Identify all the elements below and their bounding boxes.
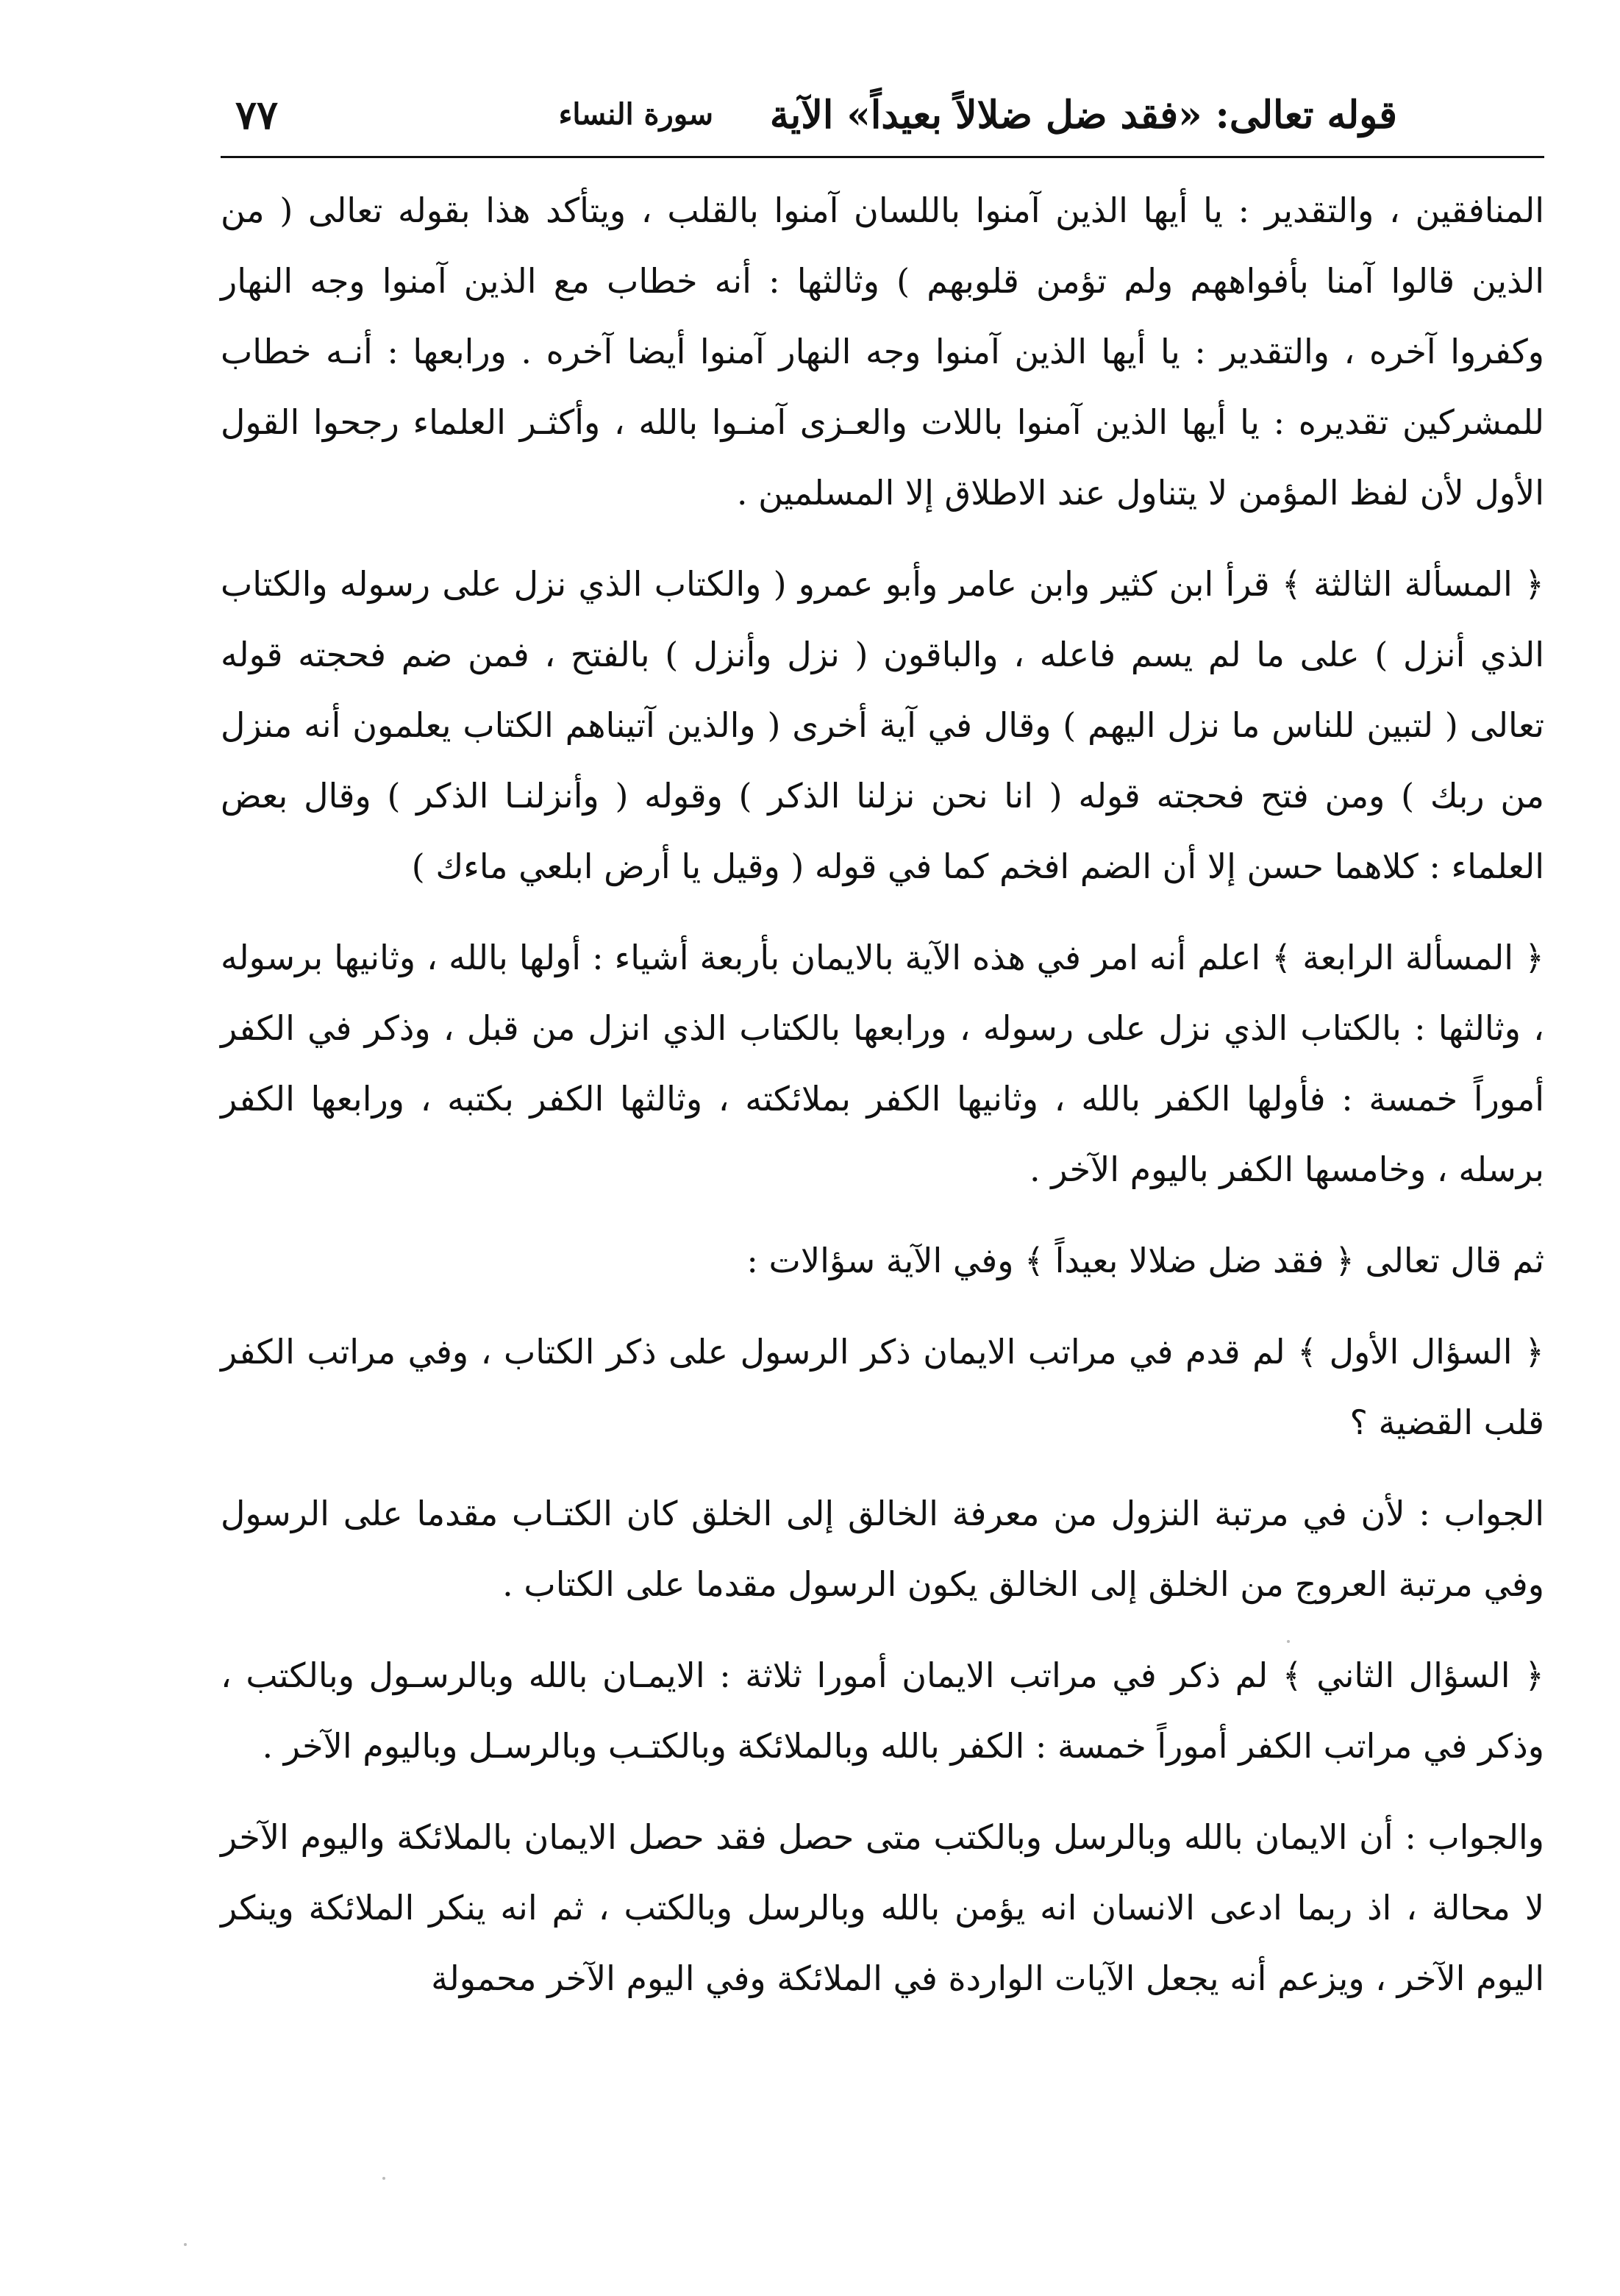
paragraph-7: ﴿ السؤال الثاني ﴾ لم ذكر في مراتب الايمان أمورا ثلاثة : الايمـان بالله وبالرسـول وبالكتب ، وذكر في مراتب الكفر أموراً خمسة : الكفر بالله وبالملائكة وبالكتـب وبالرسـل وباليوم الآخر . bbox=[221, 1655, 1544, 1766]
page-header bbox=[221, 87, 1544, 153]
paragraph-5: ﴿ السؤال الأول ﴾ لم قدم في مراتب الايمان ذكر الرسول على ذكر الكتاب ، وفي مراتب الكفر قلب القضية ؟ bbox=[221, 1332, 1544, 1442]
paragraph-2: ﴿ المسألة الثالثة ﴾ قرأ ابن كثير وابن عامر وأبو عمرو ( والكتاب الذي نزل على رسوله والكتاب الذي أنزل ) على ما لم يسم فاعله ، والباقون ( نزل وأنزل ) بالفتح ، فمن ضم فحجته قوله تعالى ( لتبين للناس ما نزل اليهم ) وقال في آية أخرى ( والذين آتيناهم الكتاب يعلمون أنه منزل من ربك ) ومن فتح فحجته قوله ( انا نحن نزلنا الذكر ) وقوله ( وأنزلنـا الذكر ) وقال بعض العلماء : كلاهما حسن إلا أن الضم افخم كما في قوله ( وقيل يا أرض ابلعي ماءك ) bbox=[221, 564, 1544, 886]
paragraph-1: المنافقين ، والتقدير : يا أيها الذين آمنوا باللسان آمنوا بالقلب ، ويتأكد هذا بقوله تعالى ( من الذين قالوا آمنا بأفواههم ولم تؤمن قلوبهم ) وثالثها : أنه خطاب مع الذين آمنوا وجه النهار وكفروا آخره ، والتقدير : يا أيها الذين آمنوا وجه النهار آمنوا أيضا آخره . ورابعها : أنـه خطاب للمشركين تقديره : يا أيها الذين آمنوا باللات والعـزى آمنـوا بالله ، وأكثـر العلماء رجحوا القول الأول لأن لفظ المؤمن لا يتناول عند الاطلاق إلا المسلمين . bbox=[221, 190, 1544, 513]
scan-speck bbox=[382, 2177, 385, 2180]
paragraph-6: الجواب : لأن في مرتبة النزول من معرفة الخالق إلى الخلق كان الكتـاب مقدما على الرسول وفي مرتبة العروج من الخلق إلى الخالق يكون الرسول مقدما على الكتاب . bbox=[221, 1494, 1544, 1604]
body-text bbox=[221, 175, 1544, 2034]
header-divider bbox=[221, 156, 1544, 158]
surah-name: سورة النساء bbox=[558, 97, 713, 132]
paragraph-3: ﴿ المسألة الرابعة ﴾ اعلم أنه امر في هذه الآية بالايمان بأربعة أشياء : أولها بالله ، وثانيها برسوله ، وثالثها : بالكتاب الذي نزل على رسوله ، ورابعها بالكتاب الذي انزل من قبل ، وذكر في الكفر أموراً خمسة : فأولها الكفر بالله ، وثانيها الكفر بملائكته ، وثالثها الكفر بكتبه ، ورابعها الكفر برسله ، وخامسها الكفر باليوم الآخر . bbox=[221, 938, 1544, 1189]
paragraph-8: والجواب : أن الايمان بالله وبالرسل وبالكتب متى حصل فقد حصل الايمان بالملائكة واليوم الآخر لا محالة ، اذ ربما ادعى الانسان انه يؤمن بالله وبالرسل وبالكتب ، ثم انه ينكر الملائكة وينكر اليوم الآخر ، ويزعم أنه يجعل الآيات الواردة في الملائكة وفي اليوم الآخر محمولة bbox=[221, 1817, 1544, 1998]
running-title: قوله تعالى: «فقد ضل ضلالاً بعيداً» الآية bbox=[769, 93, 1397, 138]
scan-speck bbox=[1287, 1640, 1290, 1643]
page-number: ٧٧ bbox=[235, 91, 279, 138]
scan-speck bbox=[184, 2243, 187, 2246]
paragraph-4: ثم قال تعالى ﴿ فقد ضل ضلالا بعيداً ﴾ وفي الآية سؤالات : bbox=[746, 1241, 1544, 1280]
